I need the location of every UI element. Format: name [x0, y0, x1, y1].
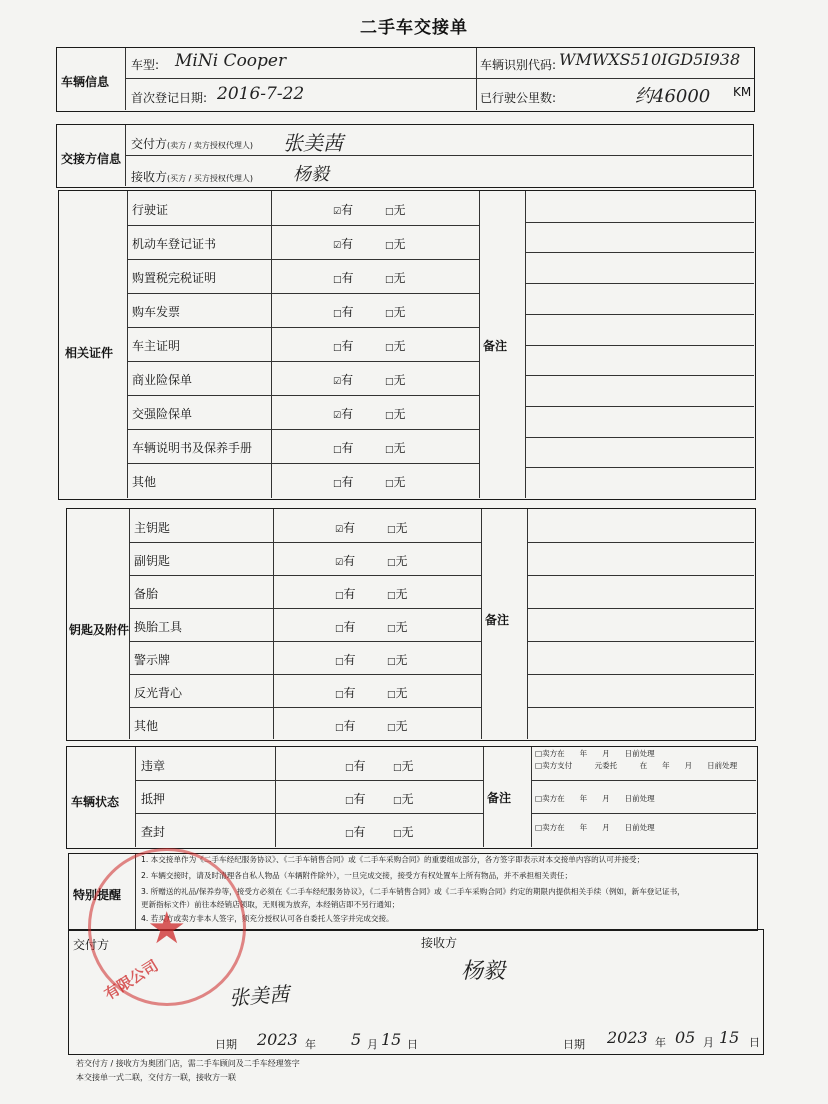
special-note: 3. 所赠送的礼品/保养券等，接受方必须在《二手车经纪服务协议》，《二手车销售合同》或《二手车采购合同》约定的期限内提供相关手续（例如，新车登记证书， [141, 887, 685, 896]
no-text: 无 [395, 718, 408, 733]
keys-item-label: 副钥匙 [134, 553, 171, 568]
status-item-label: 抵押 [141, 792, 166, 806]
checkbox-mark: □ [385, 343, 394, 353]
yes-checkbox[interactable] [335, 585, 356, 602]
yes-text: 有 [341, 203, 354, 217]
no-text: 无 [395, 520, 408, 535]
right-date-month[interactable]: 05 [675, 1028, 696, 1047]
documents-table [58, 190, 756, 500]
yes-text: 有 [353, 825, 366, 839]
yes-text: 有 [343, 652, 356, 667]
mileage-label: 已行驶公里数: [480, 91, 557, 105]
no-checkbox[interactable] [385, 405, 406, 422]
checkbox-mark: □ [333, 445, 342, 455]
yes-checkbox[interactable] [333, 269, 354, 286]
documents-item-label: 购置税完税证明 [132, 271, 217, 285]
checkbox-mark: □ [385, 241, 394, 251]
yes-text: 有 [341, 271, 354, 285]
no-text: 无 [395, 619, 408, 634]
no-text: 无 [393, 407, 406, 421]
checkbox-mark: ☑ [333, 241, 342, 251]
special-label: 特别提醒 [73, 888, 122, 902]
keys-table [66, 508, 756, 741]
checkbox-mark: □ [387, 623, 396, 634]
keys-item-label: 主钥匙 [134, 520, 171, 535]
sign-receiver-label: 接收方 [421, 936, 458, 950]
checkbox-mark: □ [345, 829, 354, 839]
checkbox-mark: □ [335, 590, 344, 601]
yes-checkbox[interactable] [333, 201, 353, 218]
seal-star-icon: ★ [147, 903, 187, 954]
no-checkbox[interactable] [385, 337, 406, 354]
special-note: 更新指标文件）前往本经销店领取，无则视为放弃，本经销店即不另行通知； [141, 900, 400, 909]
keys-label: 钥匙及附件 [69, 623, 130, 637]
no-text: 无 [393, 475, 406, 489]
status-remarks-label: 备注 [487, 791, 512, 805]
documents-item-label: 车辆说明书及保养手册 [132, 441, 253, 455]
yes-text: 有 [353, 759, 366, 773]
no-text: 无 [393, 441, 406, 455]
checkbox-mark: □ [387, 722, 396, 733]
yes-checkbox[interactable] [345, 823, 366, 840]
no-checkbox[interactable] [385, 269, 406, 286]
documents-item-label: 购车发票 [132, 305, 181, 319]
checkbox-mark: □ [385, 309, 394, 319]
yes-checkbox[interactable] [335, 684, 356, 701]
no-checkbox[interactable] [385, 201, 406, 218]
sign-deliverer-label: 交付方 [73, 938, 110, 952]
left-day-unit: 日 [407, 1038, 418, 1051]
no-text: 无 [393, 237, 406, 251]
no-checkbox[interactable] [385, 473, 406, 490]
keys-item-label: 反光背心 [134, 685, 183, 700]
checkbox-mark: □ [387, 557, 396, 568]
left-date-label: 日期 [215, 1038, 237, 1051]
yes-checkbox[interactable] [333, 337, 354, 354]
checkbox-mark: ☑ [335, 524, 344, 535]
footer-line-1: 若交付方 / 接收方为奥团门店，需二手车顾问及二手车经理签字 [76, 1059, 300, 1068]
checkbox-mark: ☑ [335, 557, 344, 568]
yes-text: 有 [341, 407, 354, 421]
checkbox-mark: □ [385, 479, 394, 489]
yes-checkbox[interactable] [335, 618, 356, 635]
checkbox-mark: □ [393, 796, 402, 806]
checkbox-mark: □ [385, 377, 394, 387]
no-text: 无 [393, 271, 406, 285]
keys-remarks-label: 备注 [485, 613, 510, 627]
checkbox-mark: □ [385, 275, 394, 285]
documents-item-label: 车主证明 [132, 339, 181, 353]
right-date-year[interactable]: 2023 [607, 1028, 648, 1047]
checkbox-mark: □ [333, 309, 342, 319]
status-remark-line: □卖方在 年 月 日前处理 [535, 749, 655, 758]
yes-text: 有 [343, 685, 356, 700]
no-text: 无 [401, 825, 414, 839]
yes-text: 有 [341, 339, 354, 353]
receiver-label: 接收方 [131, 170, 168, 184]
checkbox-mark: □ [387, 689, 396, 700]
no-checkbox[interactable] [387, 684, 408, 701]
right-date-day[interactable]: 15 [719, 1028, 740, 1047]
checkbox-mark: □ [387, 590, 396, 601]
deliverer-note: (卖方 / 卖方授权代理人) [167, 141, 254, 150]
company-seal [88, 848, 246, 1006]
yes-checkbox[interactable] [333, 235, 353, 252]
no-checkbox[interactable] [385, 371, 406, 388]
receiver-value[interactable]: 杨毅 [293, 164, 329, 185]
footer-line-2: 本交接单一式二联，交付方一联，接收方一联 [76, 1073, 236, 1082]
checkbox-mark: □ [335, 623, 344, 634]
yes-text: 有 [341, 475, 354, 489]
deliverer-value[interactable]: 张美茜 [283, 131, 343, 155]
yes-checkbox[interactable] [335, 651, 356, 668]
no-checkbox[interactable] [387, 618, 408, 635]
no-checkbox[interactable] [387, 552, 408, 569]
no-text: 无 [393, 339, 406, 353]
checkbox-mark: □ [335, 656, 344, 667]
no-checkbox[interactable] [387, 585, 408, 602]
yes-checkbox[interactable] [345, 757, 366, 774]
page-title: 二手车交接单 [360, 18, 468, 38]
yes-text: 有 [353, 792, 366, 806]
yes-checkbox[interactable] [335, 717, 356, 734]
yes-checkbox[interactable] [335, 519, 355, 536]
checkbox-mark: □ [333, 479, 342, 489]
special-note: 2. 车辆交接时，请及时清理各自私人物品（车辆附件除外），一旦完成交接，接受方有权处置车上所有物品，并不承担相关责任； [141, 871, 573, 880]
yes-checkbox[interactable] [333, 303, 354, 320]
no-checkbox[interactable] [393, 823, 414, 840]
receiver-signature[interactable]: 杨毅 [461, 959, 506, 984]
no-text: 无 [393, 305, 406, 319]
no-checkbox[interactable] [387, 519, 408, 536]
left-date-year[interactable]: 2023 [257, 1030, 298, 1049]
left-date-day[interactable]: 15 [381, 1030, 402, 1049]
parties-table [56, 124, 754, 188]
checkbox-mark: □ [345, 796, 354, 806]
yes-text: 有 [343, 520, 356, 535]
no-text: 无 [401, 792, 414, 806]
no-checkbox[interactable] [385, 303, 406, 320]
special-note: 4. 若买方或卖方非本人签字，须充分授权认可各自委托人签字并完成交接。 [141, 914, 394, 923]
no-checkbox[interactable] [393, 757, 414, 774]
checkbox-mark: ☑ [333, 411, 342, 421]
vin-value[interactable]: WMWXS510IGD5I938 [559, 50, 741, 69]
checkbox-mark: □ [335, 722, 344, 733]
status-remark-line: □卖方在 年 月 日前处理 [535, 794, 655, 803]
checkbox-mark: □ [385, 411, 394, 421]
checkbox-mark: ☑ [333, 207, 342, 217]
no-text: 无 [395, 553, 408, 568]
documents-label: 相关证件 [65, 346, 114, 360]
checkbox-mark: □ [385, 207, 394, 217]
mileage-value[interactable]: 约46000 [635, 86, 711, 107]
deliverer-signature[interactable]: 张美茜 [228, 981, 290, 1011]
yes-checkbox[interactable] [333, 439, 354, 456]
yes-text: 有 [341, 305, 354, 319]
keys-item-label: 警示牌 [134, 652, 171, 667]
no-text: 无 [401, 759, 414, 773]
no-text: 无 [395, 685, 408, 700]
no-checkbox[interactable] [385, 235, 406, 252]
vehicle-info-label: 车辆信息 [61, 75, 110, 89]
left-month-unit: 月 [367, 1038, 378, 1051]
status-item-label: 违章 [141, 759, 166, 773]
documents-item-label: 行驶证 [132, 203, 169, 217]
keys-item-label: 换胎工具 [134, 619, 183, 634]
status-remark-line: □卖方在 年 月 日前处理 [535, 823, 655, 832]
yes-text: 有 [343, 619, 356, 634]
documents-item-label: 交强险保单 [132, 407, 193, 421]
status-remark-line: □卖方支付 元委托 在 年 月 日前处理 [535, 761, 738, 770]
no-checkbox[interactable] [393, 790, 414, 807]
yes-checkbox[interactable] [333, 405, 353, 422]
documents-item-label: 商业险保单 [132, 373, 193, 387]
keys-item-label: 其他 [134, 718, 159, 733]
yes-checkbox[interactable] [333, 473, 354, 490]
yes-checkbox[interactable] [345, 790, 366, 807]
checkbox-mark: □ [335, 689, 344, 700]
yes-text: 有 [341, 373, 354, 387]
reg-date-value[interactable]: 2016-7-22 [217, 84, 305, 104]
seal-text: 有限公司 [101, 956, 162, 1004]
model-label: 车型: [131, 58, 160, 72]
special-note: 1. 本交接单作为《二手车经纪服务协议》、《二手车销售合同》或《二手车采购合同》的重要组成部分，各方签字即表示对本交接单内容的认可并接受； [141, 855, 645, 864]
checkbox-mark: □ [393, 829, 402, 839]
model-value[interactable]: MiNi Cooper [175, 51, 287, 71]
no-checkbox[interactable] [387, 717, 408, 734]
no-text: 无 [393, 203, 406, 217]
checkbox-mark: □ [393, 763, 402, 773]
right-day-unit: 日 [749, 1036, 760, 1049]
checkbox-mark: ☑ [333, 377, 342, 387]
left-year-unit: 年 [305, 1038, 316, 1051]
no-checkbox[interactable] [385, 439, 406, 456]
reg-date-label: 首次登记日期: [131, 91, 208, 105]
deliverer-label: 交付方 [131, 137, 168, 151]
no-checkbox[interactable] [387, 651, 408, 668]
checkbox-mark: □ [387, 656, 396, 667]
right-month-unit: 月 [703, 1036, 714, 1049]
status-table [66, 746, 758, 849]
no-text: 无 [395, 586, 408, 601]
yes-text: 有 [343, 586, 356, 601]
right-date-label: 日期 [563, 1038, 585, 1051]
yes-text: 有 [343, 718, 356, 733]
keys-item-label: 备胎 [134, 586, 159, 601]
mileage-unit: KM [733, 85, 752, 99]
status-item-label: 查封 [141, 825, 166, 839]
checkbox-mark: □ [345, 763, 354, 773]
documents-remarks-label: 备注 [483, 339, 508, 353]
vehicle-info-table [56, 47, 755, 112]
yes-text: 有 [341, 441, 354, 455]
documents-item-label: 其他 [132, 475, 157, 489]
no-text: 无 [395, 652, 408, 667]
yes-text: 有 [343, 553, 356, 568]
documents-item-label: 机动车登记证书 [132, 237, 217, 251]
parties-label: 交接方信息 [61, 152, 122, 166]
right-year-unit: 年 [655, 1036, 666, 1049]
checkbox-mark: □ [385, 445, 394, 455]
yes-text: 有 [341, 237, 354, 251]
checkbox-mark: □ [333, 275, 342, 285]
no-text: 无 [393, 373, 406, 387]
receiver-note: (买方 / 买方授权代理人) [167, 174, 254, 183]
checkbox-mark: □ [333, 343, 342, 353]
yes-checkbox[interactable] [333, 371, 353, 388]
left-date-month[interactable]: 5 [351, 1030, 362, 1049]
vin-label: 车辆识别代码: [480, 58, 557, 72]
status-label: 车辆状态 [71, 795, 120, 809]
checkbox-mark: □ [387, 524, 396, 535]
yes-checkbox[interactable] [335, 552, 355, 569]
